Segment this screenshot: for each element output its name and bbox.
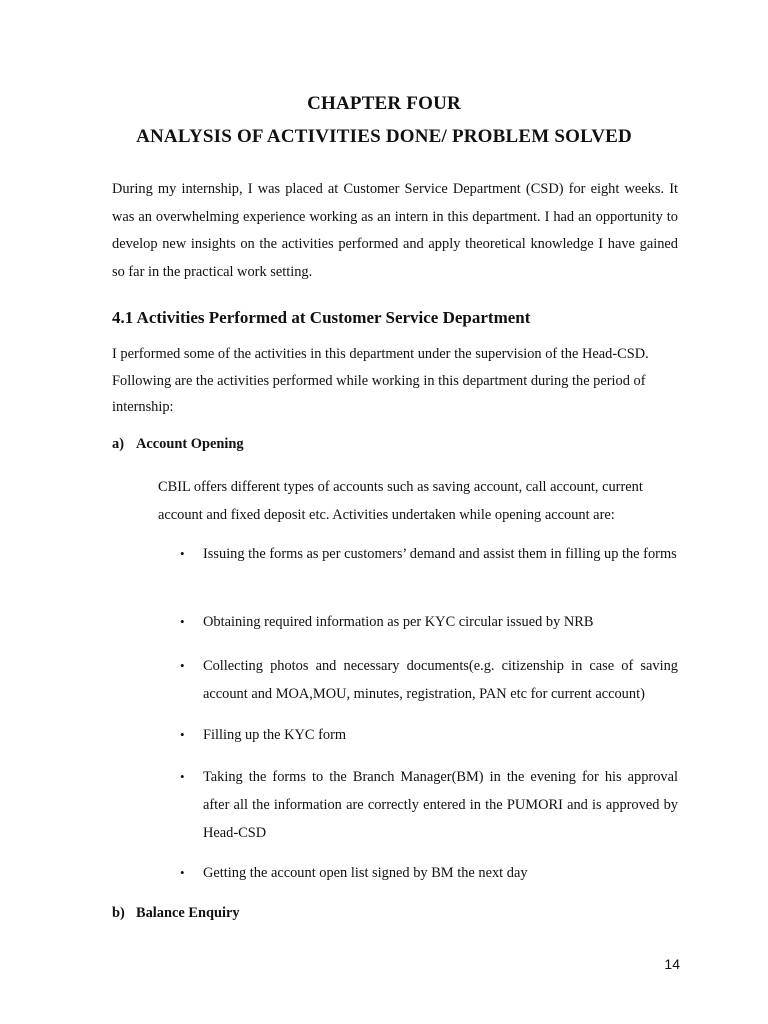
list-item — [180, 721, 678, 749]
bullet-icon: • — [180, 727, 185, 742]
bullet-text: Taking the forms to the Branch Manager(BM) in the evening for his approval after all the information are correctly entered in the PUMORI and is approved by Head-CSD — [203, 769, 678, 841]
bullet-icon: • — [180, 658, 185, 673]
list-item — [180, 652, 678, 708]
list-item — [180, 608, 678, 636]
section-intro-paragraph: I performed some of the activities in this department under the supervision of the Head-CSD. Following are the activities performed while working in this department during the period of internship: — [112, 346, 649, 415]
subsection-title: Balance Enquiry — [136, 905, 240, 921]
account-opening-paragraph: CBIL offers different types of accounts such as saving account, call account, current account and fixed deposit etc. Activities undertaken while opening account are: — [158, 479, 643, 523]
bullet-icon: • — [180, 546, 185, 561]
bullet-icon: • — [180, 865, 185, 880]
section-heading: 4.1 Activities Performed at Customer Service Department — [112, 308, 531, 327]
subsection-title: Account Opening — [136, 436, 244, 452]
list-item — [180, 763, 678, 847]
chapter-number-title: CHAPTER FOUR — [307, 93, 461, 114]
subsection-heading-account-opening — [112, 436, 244, 453]
intro-paragraph: During my internship, I was placed at Customer Service Department (CSD) for eight weeks. It was an overwhelming experience working as an intern in this department. I had an opportunity to develop new insights on the activities performed and apply theoretical knowledge I have gained so far in the practical work setting. — [112, 181, 678, 280]
bullet-text: Obtaining required information as per KYC circular issued by NRB — [203, 614, 594, 630]
list-item — [180, 540, 678, 568]
chapter-subtitle: ANALYSIS OF ACTIVITIES DONE/ PROBLEM SOLVED — [136, 126, 632, 147]
list-item — [180, 859, 678, 887]
subsection-marker: b) — [112, 905, 125, 921]
subsection-heading-balance-enquiry — [112, 905, 240, 922]
bullet-text: Filling up the KYC form — [203, 727, 347, 743]
bullet-text: Collecting photos and necessary documents(e.g. citizenship in case of saving account and MOA,MOU, minutes, registration, PAN etc for current account) — [203, 658, 678, 702]
page-number: 14 — [664, 956, 680, 972]
subsection-marker: a) — [112, 436, 124, 452]
bullet-icon: • — [180, 614, 185, 629]
bullet-text: Issuing the forms as per customers’ demand and assist them in filling up the forms — [203, 546, 677, 562]
bullet-icon: • — [180, 769, 185, 784]
bullet-text: Getting the account open list signed by BM the next day — [203, 865, 528, 881]
